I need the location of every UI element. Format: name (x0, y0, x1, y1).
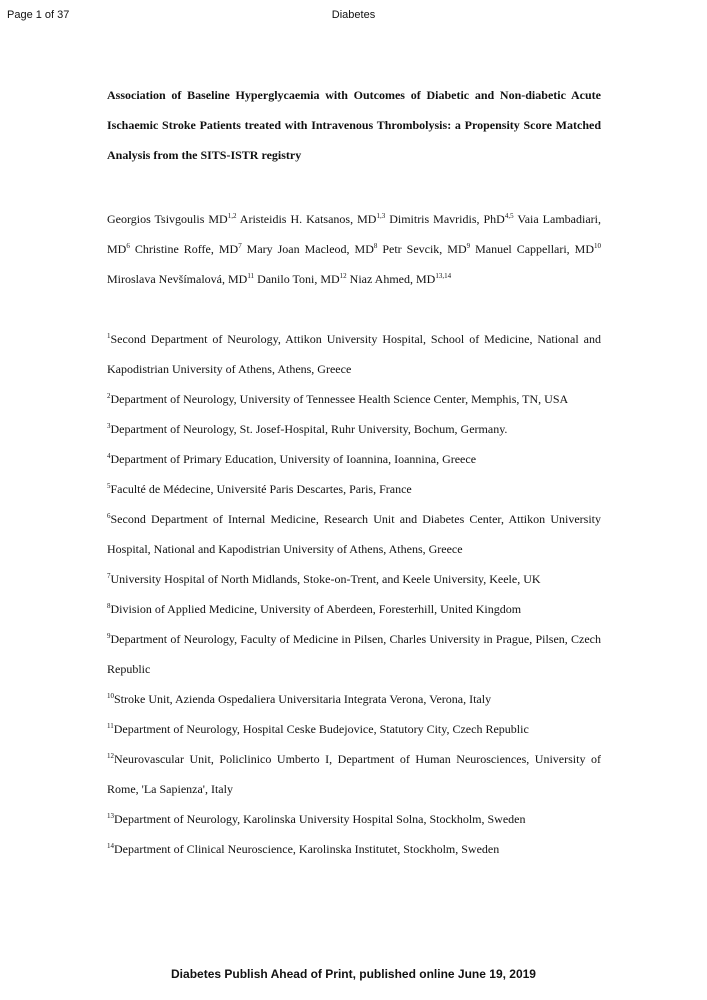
author-name: Niaz Ahmed, MD (349, 272, 436, 286)
affiliation-number: 4 (107, 452, 111, 460)
publication-note: Diabetes Publish Ahead of Print, published online June 19, 2019 (171, 967, 536, 981)
paper-title: Association of Baseline Hyperglycaemia with Outcomes of Diabetic and Non-diabetic Acute Ischaemic Stroke Patients treated with Intravenous Thrombolysis: a Propensity Score Matched Analysis from the SITS-ISTR registry (107, 88, 601, 162)
author (107, 272, 254, 286)
affiliation-text: Department of Neurology, Faculty of Medicine in Pilsen, Charles University in Prague, Pilsen, Czech Republic (107, 632, 601, 676)
author-name: Miroslava Nevšímalová, MD (107, 272, 248, 286)
affiliation-number: 7 (107, 572, 111, 580)
affiliation (107, 324, 601, 384)
affiliation-text: Department of Primary Education, University of Ioannina, Ioannina, Greece (110, 452, 477, 466)
author (382, 242, 470, 256)
affiliation-text: Department of Neurology, St. Josef-Hospital, Ruhr University, Bochum, Germany. (110, 422, 508, 436)
affiliation-number: 6 (107, 512, 111, 520)
affiliation-text: Department of Neurology, Karolinska University Hospital Solna, Stockholm, Sweden (114, 812, 526, 826)
affiliation-number: 13 (107, 812, 114, 820)
author-affiliation-ref: 1,2 (227, 212, 237, 220)
affiliation-text: Division of Applied Medicine, University of Aberdeen, Foresterhill, United Kingdom (110, 602, 522, 616)
author (257, 272, 347, 286)
author-name: Petr Sevcik, MD (382, 242, 467, 256)
author-affiliation-ref: 7 (238, 242, 242, 250)
affiliation-number: 10 (107, 692, 114, 700)
page-header (0, 9, 707, 27)
author-name: Danilo Toni, MD (257, 272, 340, 286)
affiliation-text: Department of Clinical Neuroscience, Karolinska Institutet, Stockholm, Sweden (114, 842, 500, 856)
author-name: Manuel Cappellari, MD (475, 242, 594, 256)
author (350, 272, 451, 286)
author-name: Christine Roffe, MD (134, 242, 239, 256)
affiliation-number: 1 (107, 332, 111, 340)
author-name: Vaia Lambadiari, MD (107, 212, 601, 256)
affiliation-text: Faculté de Médecine, Université Paris Descartes, Paris, France (110, 482, 412, 496)
affiliation-text: Second Department of Neurology, Attikon University Hospital, School of Medicine, National and Kapodistrian University of Athens, Athens, Greece (107, 332, 601, 376)
affiliation-text: Second Department of Internal Medicine, Research Unit and Diabetes Center, Attikon University Hospital, National and Kapodistrian University of Athens, Athens, Greece (107, 512, 601, 556)
affiliation (107, 414, 601, 444)
affiliation (107, 834, 601, 864)
journal-name: Diabetes (331, 9, 376, 21)
author-list (107, 204, 601, 294)
author (107, 212, 236, 226)
author-affiliation-ref: 4,5 (504, 212, 514, 220)
author (240, 212, 385, 226)
author (389, 212, 513, 226)
affiliation-number: 3 (107, 422, 111, 430)
author (247, 242, 378, 256)
author-name: Georgios Tsivgoulis MD (107, 212, 228, 226)
author-name: Mary Joan Macleod, MD (246, 242, 374, 256)
author-name: Dimitris Mavridis, PhD (389, 212, 505, 226)
author-affiliation-ref: 1,3 (376, 212, 386, 220)
affiliation (107, 684, 601, 714)
author (135, 242, 242, 256)
author-affiliation-ref: 9 (466, 242, 471, 250)
affiliation (107, 594, 601, 624)
affiliation (107, 474, 601, 504)
affiliation (107, 804, 601, 834)
affiliation (107, 444, 601, 474)
affiliation (107, 744, 601, 804)
affiliation-number: 2 (107, 392, 111, 400)
affiliation-number: 5 (107, 482, 111, 490)
author-affiliation-ref: 12 (339, 272, 347, 280)
affiliation-text: University Hospital of North Midlands, Stoke-on-Trent, and Keele University, Keele, UK (110, 572, 541, 586)
affiliation-number: 14 (107, 842, 114, 850)
affiliation (107, 384, 601, 414)
author-affiliation-ref: 10 (594, 242, 601, 250)
affiliation-text: Department of Neurology, University of Tennessee Health Science Center, Memphis, TN, USA (110, 392, 569, 406)
affiliation-number: 12 (107, 752, 114, 760)
affiliation-number: 9 (107, 632, 111, 640)
affiliation (107, 564, 601, 594)
affiliation-number: 11 (107, 722, 114, 730)
author-affiliation-ref: 13,14 (435, 272, 452, 280)
affiliation-text: Stroke Unit, Azienda Ospedaliera Universitaria Integrata Verona, Verona, Italy (114, 692, 492, 706)
affiliation-text: Neurovascular Unit, Policlinico Umberto I, Department of Human Neurosciences, University of Rome, 'La Sapienza', Italy (107, 752, 601, 796)
author-name: Aristeidis H. Katsanos, MD (239, 212, 377, 226)
affiliation (107, 624, 601, 684)
page-number: Page 1 of 37 (7, 9, 70, 21)
author-affiliation-ref: 11 (247, 272, 255, 280)
affiliation-number: 8 (107, 602, 111, 610)
author-affiliation-ref: 6 (126, 242, 130, 250)
author (475, 242, 601, 256)
affiliation-text: Department of Neurology, Hospital Ceske Budejovice, Statutory City, Czech Republic (113, 722, 529, 736)
affiliation (107, 714, 601, 744)
affiliation (107, 504, 601, 564)
paper-content (107, 80, 601, 864)
affiliation-list (107, 324, 601, 864)
author-affiliation-ref: 8 (373, 242, 378, 250)
